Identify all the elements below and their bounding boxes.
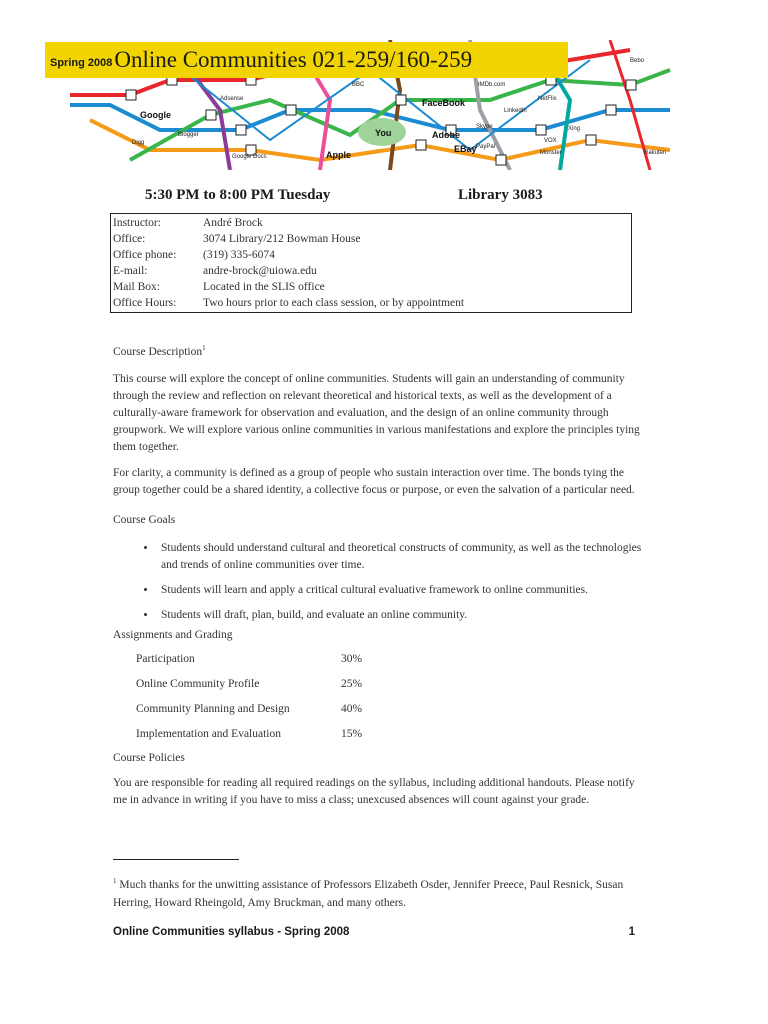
class-schedule: 5:30 PM to 8:00 PM Tuesday <box>145 187 331 203</box>
grade-name: Implementation and Evaluation <box>136 728 281 740</box>
map-label: PayPal <box>476 144 496 150</box>
grade-weight: 40% <box>341 703 363 715</box>
section-heading <box>113 340 643 361</box>
map-label: Monster <box>540 150 562 156</box>
grade-name: Participation <box>136 653 195 665</box>
map-label: Bebo <box>630 58 645 64</box>
map-label: Adobe <box>432 130 460 140</box>
info-label: Office: <box>113 233 146 245</box>
info-value: (319) 335-6074 <box>203 249 275 261</box>
grade-row <box>113 722 643 747</box>
term-label: Spring 2008 <box>50 57 113 69</box>
goal-item: • Students should understand cultural and theoretical constructs of community, as well as the technologies and trends of online communities over time. <box>157 540 643 574</box>
grade-name: Community Planning and Design <box>136 703 290 715</box>
map-label: EBay <box>454 144 477 154</box>
info-row <box>113 295 629 311</box>
section-heading: Course Goals <box>113 514 176 526</box>
grade-row <box>113 672 643 697</box>
course-policies-section <box>113 750 643 809</box>
map-label: IMDb.com <box>478 82 506 88</box>
map-label: FaceBook <box>422 98 466 108</box>
footnote-reference: 1 <box>202 344 206 352</box>
footer-title: Online Communities syllabus - Spring 2008 <box>113 926 350 938</box>
course-title-bar <box>45 42 568 78</box>
info-row <box>113 215 629 231</box>
map-label: Apple <box>326 150 352 160</box>
map-label: LinkedIn <box>504 108 527 114</box>
info-value: André Brock <box>203 217 263 229</box>
section-heading: Assignments and Grading <box>113 629 233 641</box>
section-heading-text: Course Description <box>113 345 203 358</box>
course-description-section <box>113 340 643 499</box>
map-label: Blogger <box>178 132 199 138</box>
grade-name: Online Community Profile <box>136 678 260 690</box>
footnote-divider <box>113 859 239 860</box>
map-label: You <box>375 128 392 138</box>
map-label: VOX <box>544 138 557 144</box>
footnote-mark: 1 <box>113 877 117 885</box>
info-value: andre-brock@uiowa.edu <box>203 265 317 277</box>
info-label: Instructor: <box>113 217 161 229</box>
info-row <box>113 231 629 247</box>
info-row <box>113 263 629 279</box>
info-label: Mail Box: <box>113 281 160 293</box>
grade-weight: 25% <box>341 678 363 690</box>
policies-paragraph: You are responsible for reading all required readings on the syllabus, including additional handouts. Please notify me in advance in writing if you have to miss a class; unexcused absences will count against your grade. <box>113 777 635 806</box>
map-label: NetFlix <box>538 96 557 102</box>
map-label: Xing <box>568 126 581 132</box>
grade-weight: 30% <box>341 653 363 665</box>
page-footer <box>113 926 635 938</box>
map-label: Google <box>140 110 171 120</box>
goals-list <box>113 540 643 624</box>
goal-item: • Students will learn and apply a critical cultural evaluative framework to online communities. <box>157 582 643 599</box>
info-row <box>113 247 629 263</box>
grade-weight: 15% <box>341 728 363 740</box>
map-label: Rakuten <box>644 150 667 156</box>
footnote-text: Much thanks for the unwitting assistance of Professors Elizabeth Osder, Jennifer Preece, Paul Resnick, Susan Herring, Howard Rheingold, Amy Bruckman, and many others. <box>113 878 624 909</box>
class-room: Library 3083 <box>458 187 543 203</box>
map-label: Google Docs <box>232 154 267 160</box>
info-label: Office phone: <box>113 249 177 261</box>
map-label: Adsense <box>220 96 244 102</box>
course-goals-section <box>113 512 643 632</box>
map-label: BBC <box>352 82 365 88</box>
page-number: 1 <box>628 926 635 938</box>
description-paragraph: This course will explore the concept of online communities. Students will gain an understanding of community through the review and reflection on relevant theoretical and historical texts, as well as the development of a culturally-aware framework for observation and evaluation, and the design of an online community through groupwork. We will explore various online communities in various manifestations and explore the principles tying them together. <box>113 372 640 453</box>
info-value: Two hours prior to each class session, or by appointment <box>203 297 465 309</box>
map-label: Skype <box>476 124 493 130</box>
info-label: Office Hours: <box>113 297 177 309</box>
grade-row <box>113 697 643 722</box>
course-title: Online Communities 021-259/160-259 <box>114 47 473 72</box>
info-label: E-mail: <box>113 265 148 277</box>
instructor-info-box <box>110 213 632 313</box>
goal-item: • Students will draft, plan, build, and evaluate an online community. <box>157 607 643 624</box>
grade-row <box>113 647 643 672</box>
grading-section <box>113 627 643 747</box>
footnote <box>113 872 643 912</box>
info-row <box>113 279 629 295</box>
description-paragraph: For clarity, a community is defined as a group of people who sustain interaction over time. The bonds tying the group together could be a shared identity, a collective focus or purpose, or even the salvation of a particular need. <box>113 466 635 496</box>
section-heading: Course Policies <box>113 752 185 764</box>
map-label: Digg <box>132 140 145 146</box>
info-value: Located in the SLIS office <box>203 281 325 293</box>
info-value: 3074 Library/212 Bowman House <box>203 233 361 245</box>
